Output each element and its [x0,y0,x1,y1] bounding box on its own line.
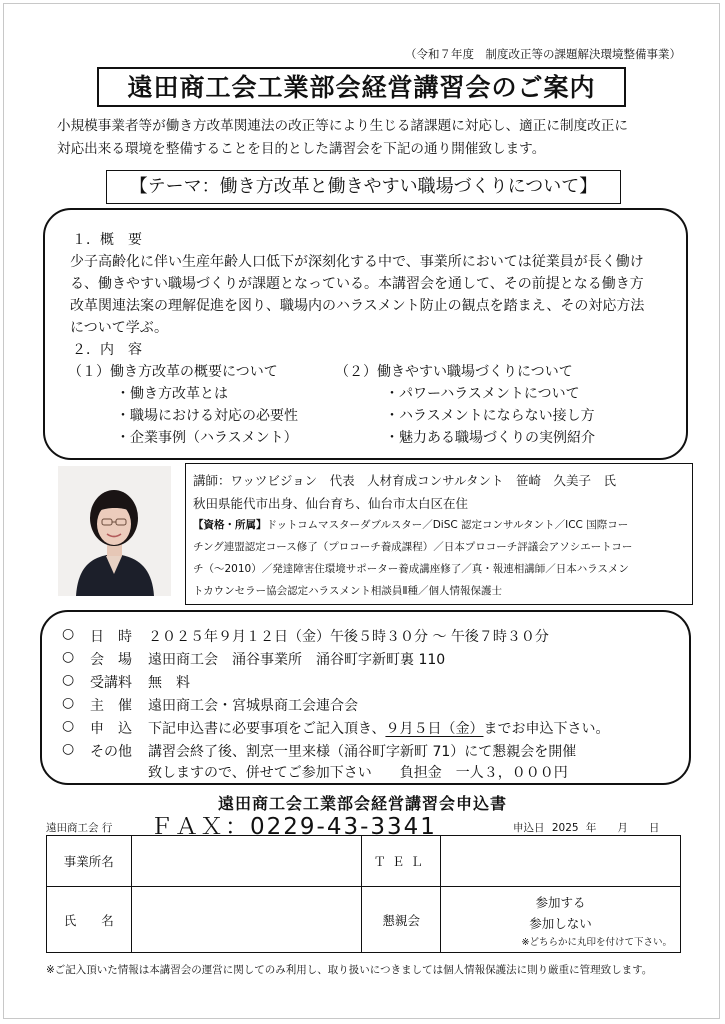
party-label: 懇親会 [362,887,440,953]
qualification-line: ドットコムマスターダブルスター／DiSC 認定コンサルタント／ICC 国際コー [266,519,629,531]
tel-label: ＴＥＬ [362,836,440,887]
content-left-item: ・働き方改革とは [116,386,228,402]
attend-option[interactable]: 参加する [535,894,586,910]
content-heading: ２．内 容 [72,342,142,358]
detail-bullet: ○ [62,672,75,688]
content-right-item: ・魅力ある職場づくりの実例紹介 [385,430,595,446]
overview-heading: １．概 要 [72,232,142,248]
application-form-table [46,835,681,953]
detail-bullet: ○ [62,718,75,734]
detail-label-fee: 受講料 [90,675,132,691]
office-name-input[interactable] [131,836,362,887]
name-input[interactable] [131,887,362,953]
detail-label-application: 申 込 [90,721,132,737]
application-text-end: までお申込下さい。 [483,721,610,737]
intro-line-1: 小規模事業者等が働き方改革関連法の改正等により生じる諸課題に対応し、適正に制度改正に [57,118,628,134]
detail-bullet: ○ [62,626,75,642]
not-attend-option[interactable]: 参加しない [529,915,592,931]
fax-number: ＦＡＸ：0229-43-3341 [150,814,437,840]
qualification-line: チング連盟認定コース修了（プロコーチ養成課程）／日本プロコーチ評議会アソシエートコー [193,541,633,553]
page-title: 遠田商工会工業部会経営講習会のご案内 [97,67,626,107]
lecturer-qualifications [193,517,628,532]
circle-note: ※どちらかに丸印を付けて下さい。 [521,936,672,948]
privacy-note: ※ご記入頂いた情報は本講習会の運営に関してのみ利用し、取り扱いにつきましては個人情報保護法に則り厳重に管理致します。 [46,964,653,976]
application-date-field[interactable]: 申込日 2025 年 月 日 [513,822,660,834]
detail-bullet: ○ [62,741,75,757]
detail-bullet: ○ [62,695,75,711]
content-left-title: （１）働き方改革の概要について [68,364,278,380]
form-title: 遠田商工会工業部会経営講習会申込書 [217,794,507,813]
lecturer-portrait-image [58,466,171,596]
content-left-item: ・職場における対応の必要性 [116,408,298,424]
content-right-item: ・パワーハラスメントについて [385,386,580,402]
detail-value-other: 講習会終了後、割烹一里来様（涌谷町字新町 71）にて懇親会を開催 [148,744,577,760]
content-right-title: （２）働きやすい職場づくりについて [335,364,573,380]
name-label: 氏 名 [47,887,132,953]
application-deadline: ９月５日（金） [385,721,484,737]
qualifications-label: 【資格・所属】 [193,519,267,531]
detail-label-other: その他 [90,744,132,760]
lecturer-name: 講師：ワッツビジョン 代表 人材育成コンサルタント 笹崎 久美子 氏 [193,473,617,488]
application-text: 下記申込書に必要事項をご記入頂き、 [148,721,386,737]
overview-line: 少子高齢化に伴い生産年齢人口低下が深刻化する中で、事業所においては従業員が長く働け [70,254,644,270]
detail-label-organizer: 主 催 [90,698,132,714]
detail-value-organizer: 遠田商工会・宮城県商工会連合会 [148,698,358,714]
office-name-label: 事業所名 [47,836,132,887]
detail-value-application [148,718,609,738]
detail-value-datetime: ２０２５年９月１２日（金）午後５時３０分 ～ 午後７時３０分 [148,629,549,645]
detail-label-venue: 会 場 [90,652,132,668]
lecturer-photo [58,466,171,596]
detail-value-venue: 遠田商工会 涌谷事業所 涌谷町字新町裏 110 [148,652,446,668]
tel-input[interactable] [440,836,680,887]
overview-line: る、働きやすい職場づくりが課題となっている。本講習会を通して、その前提となる働き方 [70,276,644,292]
content-left-item: ・企業事例（ハラスメント） [116,430,298,446]
qualification-line: トカウンセラー協会認定ハラスメント相談員Ⅱ種／個人情報保護士 [193,585,503,597]
party-choice[interactable] [440,887,680,953]
intro-line-2: 対応出来る環境を整備することを目的とした講習会を下記の通り開催致します。 [57,141,546,157]
qualification-line: チ（～2010）／発達障害住環境サポーター養成講座修了／真・報連相講師／日本ハラスメン [193,563,629,575]
form-recipient: 遠田商工会 行 [46,822,113,834]
fiscal-note: （令和７年度 制度改正等の課題解決環境整備事業） [405,47,681,61]
detail-bullet: ○ [62,649,75,665]
lecturer-origin: 秋田県能代市出身、仙台育ち、仙台市太白区在住 [193,496,469,511]
overview-line: 改革関連法案の理解促進を図り、職場内のハラスメント防止の観点を踏まえ、その対応方法 [70,298,645,314]
detail-value-other-continued: 致しますので、併せてご参加下さい 負担金 一人３，０００円 [148,765,568,781]
detail-value-fee: 無 料 [148,675,190,691]
detail-label-datetime: 日 時 [90,629,132,645]
content-right-item: ・ハラスメントにならない接し方 [385,408,595,424]
overview-line: について学ぶ。 [70,320,168,336]
theme-heading: 【テーマ：働き方改革と働きやすい職場づくりについて】 [106,170,621,204]
